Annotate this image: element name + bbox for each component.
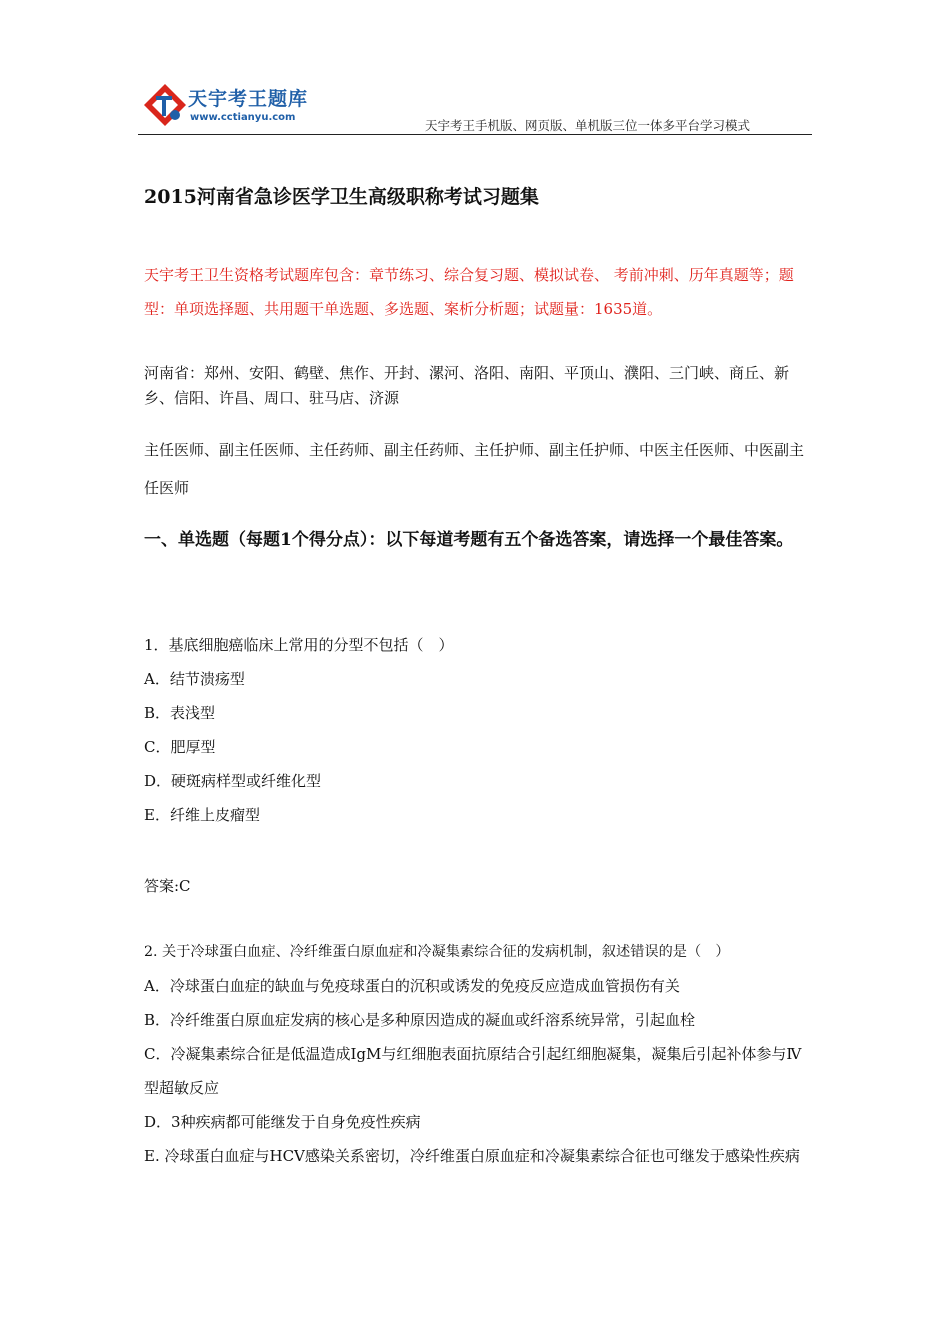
logo — [142, 80, 332, 130]
question-stem: 1．基底细胞癌临床上常用的分型不包括（ ） — [144, 636, 454, 654]
option-e: E. 冷球蛋白血症与HCV感染关系密切，冷纤维蛋白原血症和冷凝集素综合征也可继发于感染性疾病 — [144, 1147, 800, 1165]
logo-mark-icon — [142, 82, 188, 128]
page-header — [138, 78, 812, 135]
option-a: A．结节溃疡型 — [144, 670, 245, 688]
option-c: C．冷凝集素综合征是低温造成IgM与红细胞表面抗原结合引起红细胞凝集，凝集后引起补体参与Ⅳ型超敏反应 — [144, 1045, 802, 1097]
option-e: E．纤维上皮瘤型 — [144, 806, 260, 824]
question-stem: 2. 关于冷球蛋白血症、冷纤维蛋白原血症和冷凝集素综合征的发病机制，叙述错误的是（ ） — [144, 944, 730, 960]
header-slogan: 天宇考王手机版、网页版、单机版三位一体多平台学习模式 — [424, 118, 750, 133]
question-2 — [144, 935, 810, 1173]
professional-titles: 主任医师、副主任医师、主任药师、副主任药师、主任护师、副主任护师、中医主任医师、中医副主任医师 — [144, 441, 805, 497]
intro-text: 天宇考王卫生资格考试题库包含：章节练习、综合复习题、模拟试卷、 考前冲刺、历年真题等；题型：单项选择题、共用题干单选题、多选题、案析分析题；试题量：1635道。 — [144, 266, 794, 318]
section-heading: 一、单选题（每题1个得分点）：以下每道考题有五个备选答案，请选择一个最佳答案。 — [144, 530, 794, 550]
option-d: D．3种疾病都可能继发于自身免疫性疾病 — [144, 1113, 421, 1131]
logo-url: www.cctianyu.com — [190, 112, 296, 123]
option-b: B．冷纤维蛋白原血症发病的核心是多种原因造成的凝血或纤溶系统异常，引起血栓 — [144, 1011, 696, 1029]
logo-name: 天宇考王题库 — [188, 88, 309, 110]
option-c: C．肥厚型 — [144, 738, 216, 756]
document-title: 2015河南省急诊医学卫生高级职称考试习题集 — [144, 186, 539, 208]
option-a: A．冷球蛋白血症的缺血与免疫球蛋白的沉积或诱发的免疫反应造成血管损伤有关 — [144, 977, 680, 995]
answer-1: 答案:C — [144, 877, 191, 895]
province-list: 河南省：郑州、安阳、鹤壁、焦作、开封、漯河、洛阳、南阳、平顶山、濮阳、三门峡、商丘、新乡、信阳、许昌、周口、驻马店、济源 — [144, 364, 790, 407]
option-d: D．硬斑病样型或纤维化型 — [144, 772, 322, 790]
option-b: B．表浅型 — [144, 704, 216, 722]
question-1 — [144, 628, 810, 832]
